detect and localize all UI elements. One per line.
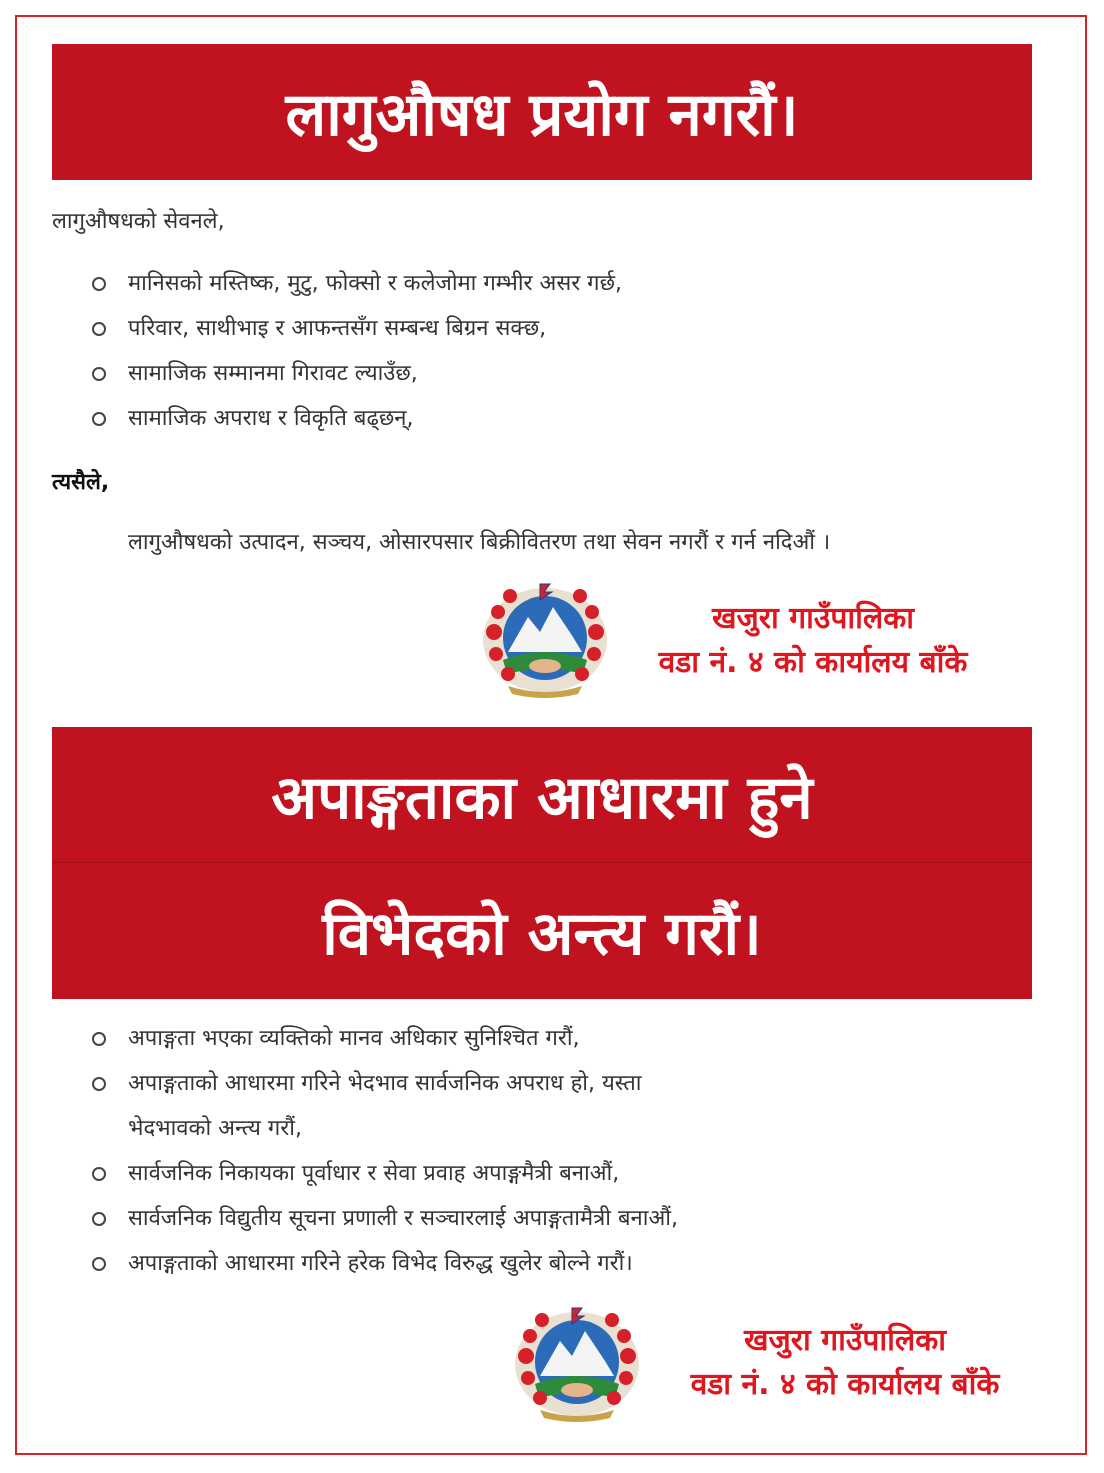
disability-bullet-5: अपाङ्गताको आधारमा गरिने हरेक विभेद विरुद्ध खुलेर बोल्ने गरौं।: [128, 1251, 633, 1276]
bullet-circle-icon: [92, 322, 106, 336]
nepal-emblem-icon: [478, 582, 612, 698]
disability-banner-line1: [52, 727, 1032, 862]
org-ward-2: वडा नं. ४ को कार्यालय बाँके: [690, 1367, 1000, 1402]
disability-banner-title-1: अपाङ्गताका आधारमा हुने: [271, 762, 813, 833]
nepal-emblem-icon: [510, 1306, 644, 1422]
org-name-2: खजुरा गाउँपालिका: [743, 1323, 947, 1358]
therefore-label: त्यसैले,: [52, 470, 110, 495]
bullet-circle-icon: [92, 277, 106, 291]
bullet-circle-icon: [92, 1032, 106, 1046]
org-name-1: खजुरा गाउँपालिका: [711, 601, 915, 636]
drug-intro: लागुऔषधको सेवनले,: [52, 209, 225, 234]
bullet-circle-icon: [92, 412, 106, 426]
bullet-circle-icon: [92, 367, 106, 381]
bullet-circle-icon: [92, 1077, 106, 1091]
drug-bullet-4: सामाजिक अपराध र विकृति बढ्छन्,: [128, 406, 414, 431]
org-ward-1: वडा नं. ४ को कार्यालय बाँके: [658, 645, 968, 680]
bullet-circle-icon: [92, 1257, 106, 1271]
drug-bullet-1: मानिसको मस्तिष्क, मुटु, फोक्सो र कलेजोमा गम्भीर असर गर्छ,: [128, 271, 622, 296]
disability-bullet-4: सार्वजनिक विद्युतीय सूचना प्रणाली र सञ्चारलाई अपाङ्गतामैत्री बनाऔं,: [128, 1206, 678, 1231]
disability-bullet-2: अपाङ्गताको आधारमा गरिने भेदभाव सार्वजनिक अपराध हो, यस्ता: [128, 1071, 642, 1096]
disability-banner-line2: [52, 862, 1032, 999]
disability-bullet-2-continued: भेदभावको अन्त्य गरौं,: [128, 1116, 302, 1141]
disability-banner-title-2: विभेदको अन्त्य गरौं।: [322, 899, 762, 969]
drug-bullet-3: सामाजिक सम्मानमा गिरावट ल्याउँछ,: [128, 361, 418, 386]
disability-bullet-3: सार्वजनिक निकायका पूर्वाधार र सेवा प्रवाह अपाङ्गमैत्री बनाऔं,: [128, 1161, 620, 1186]
drug-closing: लागुऔषधको उत्पादन, सञ्चय, ओसारपसार बिक्रीवितरण तथा सेवन नगरौं र गर्न नदिऔं ।: [128, 530, 831, 555]
drug-banner: [52, 44, 1032, 180]
disability-bullet-1: अपाङ्गता भएका व्यक्तिको मानव अधिकार सुनिश्चित गरौं,: [128, 1026, 580, 1051]
bullet-circle-icon: [92, 1212, 106, 1226]
drug-bullet-2: परिवार, साथीभाइ र आफन्तसँग सम्बन्ध बिग्रन सक्छ,: [128, 316, 547, 341]
bullet-circle-icon: [92, 1167, 106, 1181]
drug-banner-title: लागुऔषध प्रयोग नगरौं।: [285, 80, 799, 150]
